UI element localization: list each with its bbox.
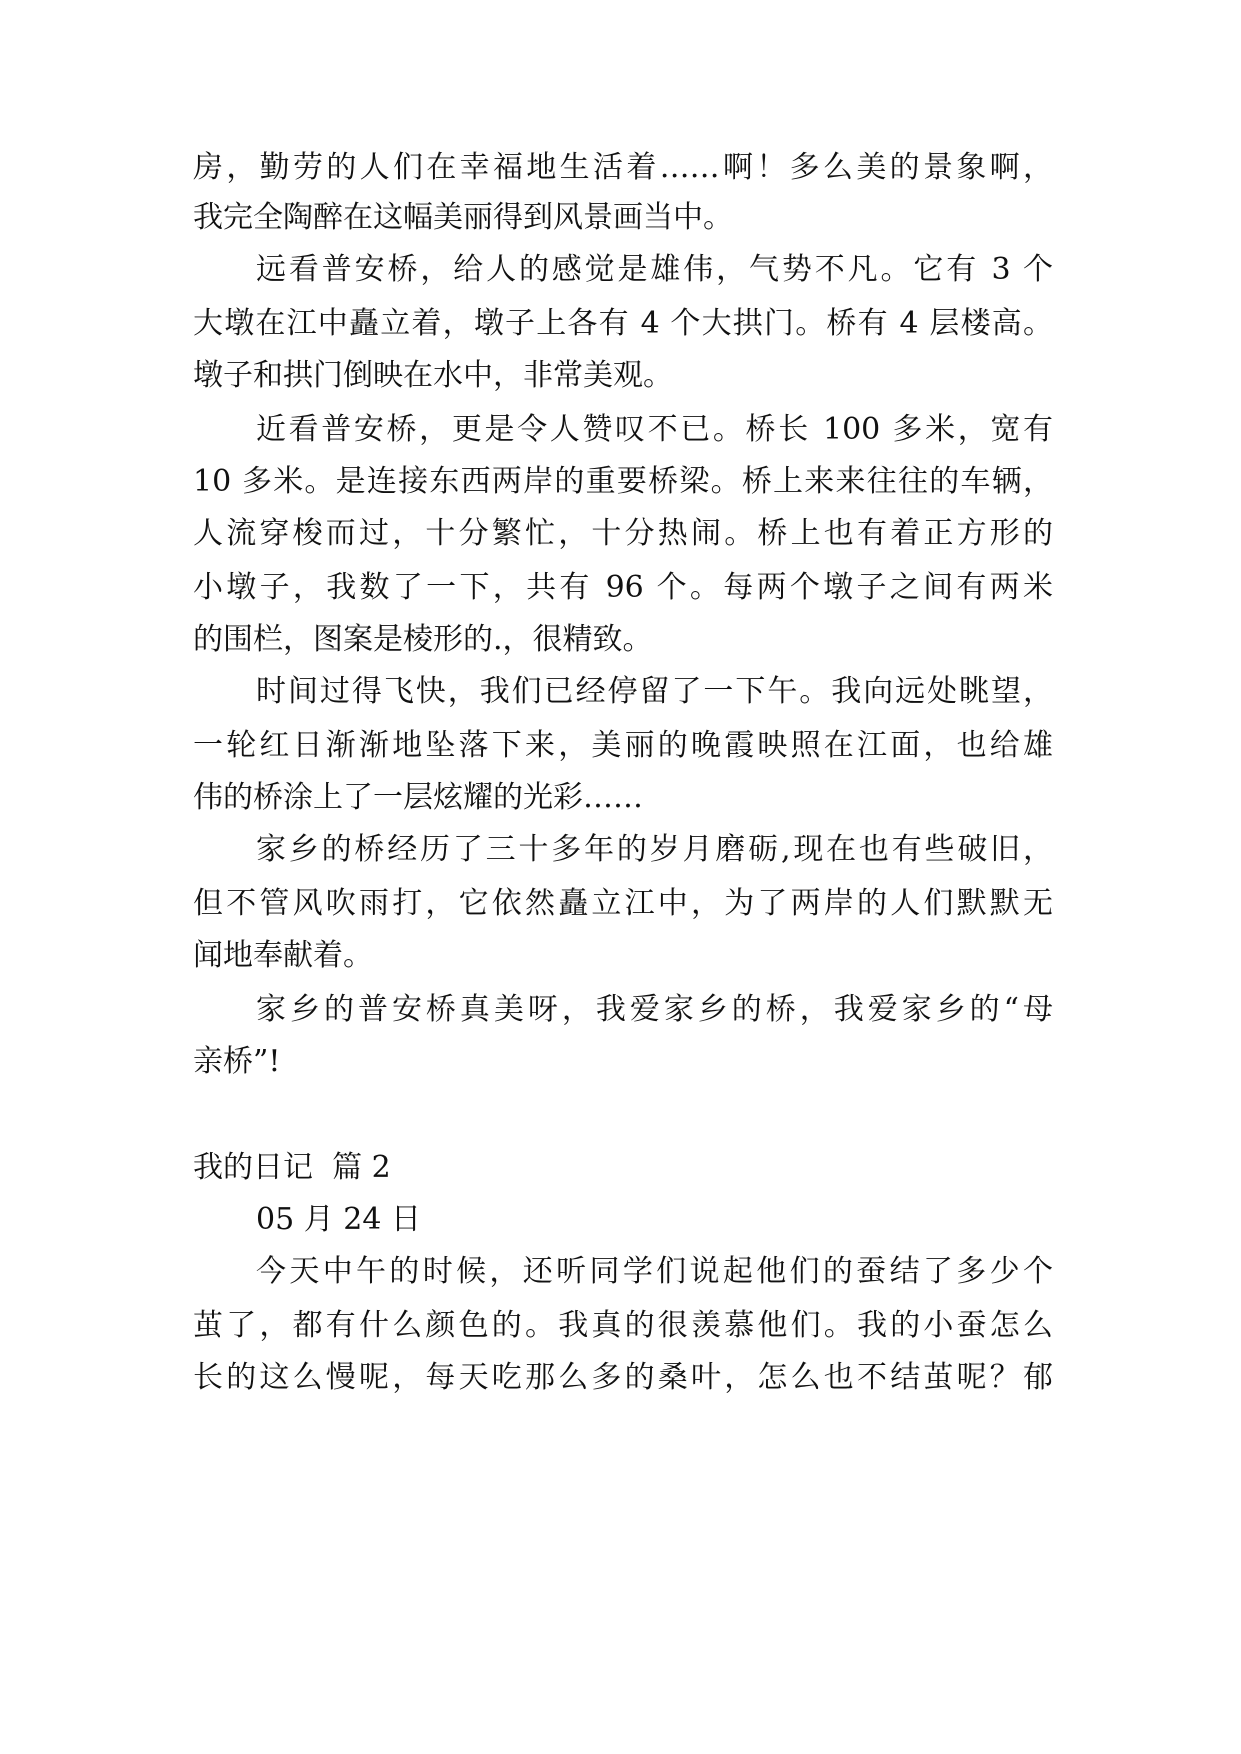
essay1-p1-line1: 房，勤劳的人们在幸福地生活着……啊！多么美的景象啊， [193, 150, 1053, 185]
essay2-p1-line2: 茧了，都有什么颜色的。我真的很羡慕他们。我的小蚕怎么 [193, 1308, 1053, 1343]
essay1-p3-line4: 小墩子，我数了一下，共有 96 个。每两个墩子之间有两米 [193, 570, 1053, 605]
essay2-date: 05 月 24 日 [256, 1202, 421, 1237]
essay1-p2-line2: 大墩在江中矗立着，墩子上各有 4 个大拱门。桥有 4 层楼高。 [193, 306, 1053, 341]
essay1-p3-line3: 人流穿梭而过，十分繁忙，十分热闹。桥上也有着正方形的 [193, 516, 1053, 551]
essay1-p2-line3: 墩子和拱门倒映在水中，非常美观。 [193, 358, 673, 393]
essay1-p5-line3: 闻地奉献着。 [193, 938, 373, 973]
essay1-p6-line1: 家乡的普安桥真美呀，我爱家乡的桥，我爱家乡的“母 [256, 992, 1053, 1027]
essay1-p1-line2: 我完全陶醉在这幅美丽得到风景画当中。 [193, 200, 733, 235]
essay2-p1-line1: 今天中午的时候，还听同学们说起他们的蚕结了多少个 [256, 1254, 1053, 1289]
essay1-p2-line1: 远看普安桥，给人的感觉是雄伟，气势不凡。它有 3 个 [256, 252, 1053, 287]
essay1-p3-line2: 10 多米。是连接东西两岸的重要桥梁。桥上来来往往的车辆， [193, 464, 1053, 499]
essay1-p4-line1: 时间过得飞快，我们已经停留了一下午。我向远处眺望， [256, 674, 1053, 709]
essay2-p1-line3: 长的这么慢呢，每天吃那么多的桑叶，怎么也不结茧呢？郁 [193, 1360, 1053, 1395]
essay1-p4-line2: 一轮红日渐渐地坠落下来，美丽的晚霞映照在江面，也给雄 [193, 728, 1053, 763]
essay1-p5-line1: 家乡的桥经历了三十多年的岁月磨砺,现在也有些破旧， [256, 832, 1053, 867]
essay1-p3-line1: 近看普安桥，更是令人赞叹不已。桥长 100 多米，宽有 [256, 412, 1053, 447]
essay1-p4-line3: 伟的桥涂上了一层炫耀的光彩…… [193, 780, 643, 815]
essay1-p3-line5: 的围栏，图案是棱形的.，很精致。 [193, 622, 653, 657]
essay1-p6-line2: 亲桥”! [193, 1044, 281, 1079]
essay1-p5-line2: 但不管风吹雨打，它依然矗立江中，为了两岸的人们默默无 [193, 886, 1053, 921]
essay2-title: 我的日记 篇 2 [193, 1150, 391, 1185]
